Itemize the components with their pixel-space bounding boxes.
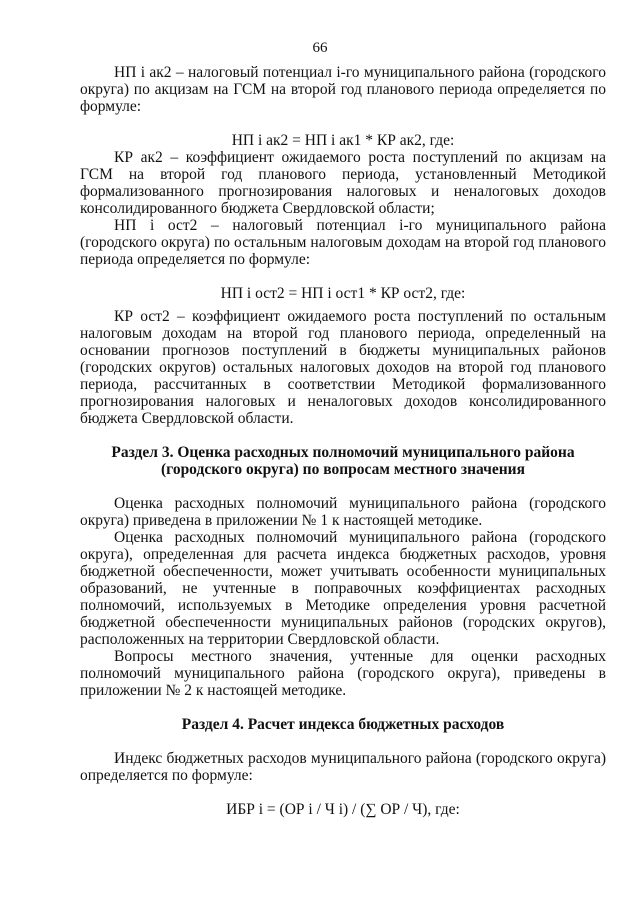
section-4-heading: Раздел 4. Расчет индекса бюджетных расходов	[181, 716, 505, 733]
paragraph-np-ak2: НП i ак2 – налоговый потенциал i-го муниципального района (городского округа) по акцизам на ГСМ на второй год планового периода определяется по формуле:	[80, 64, 606, 115]
section-3-paragraph-1: Оценка расходных полномочий муниципального района (городского округа) приведена в приложении № 1 к настоящей методике.	[80, 495, 606, 529]
section-3-paragraph-3: Вопросы местного значения, учтенные для оценки расходных полномочий муниципального района (городского округа), приведены в приложении № 2 к настоящей методике.	[80, 648, 606, 699]
page-number: 66	[312, 40, 328, 56]
document-body	[80, 64, 606, 818]
paragraph-kr-ak2: КР ак2 – коэффициент ожидаемого роста поступлений по акцизам на ГСМ на второй год планового периода, установленный Методикой формализованного прогнозирования налоговых и неналоговых доходов консолидированного бюджета Свердловской области;	[80, 149, 606, 217]
formula-np-ost2: НП i ост2 = НП i ост1 * КР ост2, где:	[220, 285, 466, 302]
section-3-paragraph-2: Оценка расходных полномочий муниципального района (городского округа), определенная для расчета индекса бюджетных расходов, уровня бюджетной обеспеченности, может учитывать особенности муниципальных образований, не учтенные в поправочных коэффициентах расходных полномочий, используемых в Методике определения уровня расчетной бюджетной обеспеченности муниципальных районов (городских округов), расположенных на территории Свердловской области.	[80, 529, 606, 648]
formula-np-ak2: НП i ак2 = НП i ак1 * КР ак2, где:	[231, 132, 455, 149]
formula-ibr: ИБР i = (ОР i / Ч i) / (∑ ОР / Ч), где:	[226, 801, 460, 818]
paragraph-kr-ost2: КР ост2 – коэффициент ожидаемого роста поступлений по остальным налоговым доходам на второй год планового периода, определенный на основании прогнозов поступлений в бюджеты муниципальных районов (городских округов) остальных налоговых доходов на второй год планового периода, рассчитанных в соответствии Методикой формализованного прогнозирования налоговых и неналоговых доходов консолидированного бюджета Свердловской области.	[80, 308, 606, 427]
section-3-heading	[80, 444, 606, 478]
section-4-paragraph-1: Индекс бюджетных расходов муниципального района (городского округа) определяется по формуле:	[80, 750, 606, 784]
paragraph-np-ost2: НП i ост2 – налоговый потенциал i-го муниципального района (городского округа) по остальным налоговым доходам на второй год планового периода определяется по формуле:	[80, 217, 606, 268]
section-3-heading-line-2: (городского округа) по вопросам местного значения	[161, 461, 525, 478]
section-3-heading-line-1: Раздел 3. Оценка расходных полномочий муниципального района	[111, 444, 575, 461]
